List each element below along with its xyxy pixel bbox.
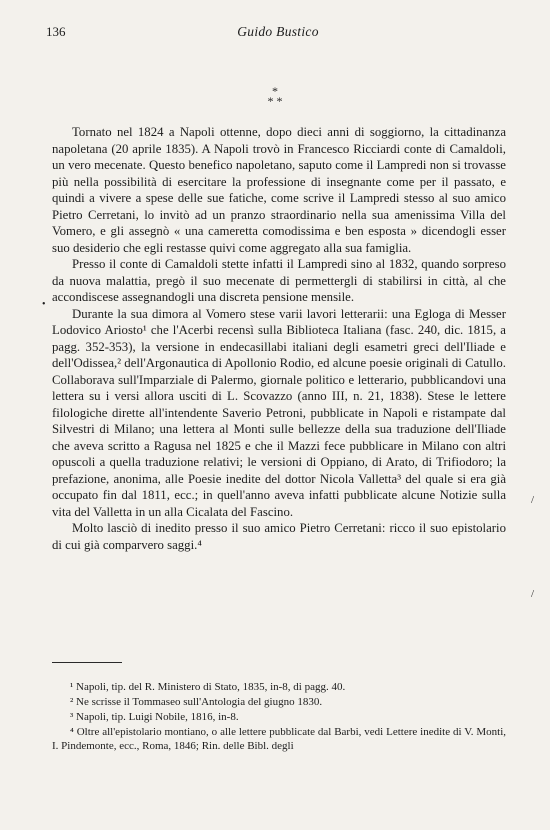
margin-mark: / bbox=[530, 588, 534, 600]
footnote: ⁴ Oltre all'epistolario montiano, o alle lettere pubblicate dal Barbi, vedi Lettere inedite di V. Monti, I. Pindemonte, ecc., Roma, 1846; Rin. delle Bibl. degli bbox=[52, 726, 506, 752]
paragraph: Molto lasciò di inedito presso il suo amico Pietro Cerretani: ricco il suo epistolario di cui già comparvero saggi.⁴ bbox=[52, 521, 506, 552]
footnotes bbox=[52, 680, 506, 754]
paragraph: Tornato nel 1824 a Napoli ottenne, dopo dieci anni di soggiorno, la cittadinanza napoletana (20 aprile 1835). A Napoli trovò in Francesco Ricciardi conte di Camaldoli, un vero mecenate. Questo benefico napoletano, saputo come il Lampredi non si trovasse più nella possibilità di esercitare la professione di insegnante come per il passato, e quindi a vivere a spese delle sue fatiche, come scrive il Lampredi stesso al suo amico Pietro Cerretani, lo invitò ad un pranzo straordinario nella sua amenissima Villa del Vomero, e gli assegnò « una cameretta comodissima e ben esposta » dicendogli esser suo desiderio che egli restasse quivi come aggregato alla sua famiglia. bbox=[52, 125, 506, 255]
asterism-line: * * bbox=[267, 94, 283, 108]
paragraph: Presso il conte di Camaldoli stette infatti il Lampredi sino al 1832, quando sorpreso da nuova malattia, pregò il suo mecenate di permettergli di stabilirsi in città, al che accondiscese assegnandogli una discreta pensione mensile. bbox=[52, 257, 506, 304]
footnote: ² Ne scrisse il Tommaseo sull'Antologia del giugno 1830. bbox=[70, 696, 323, 708]
footnote: ³ Napoli, tip. Luigi Nobile, 1816, in-8. bbox=[70, 711, 239, 723]
body-text bbox=[52, 124, 506, 553]
margin-bullet: • bbox=[42, 299, 46, 310]
page-number: 136 bbox=[46, 24, 66, 39]
running-title: Guido Bustico bbox=[237, 24, 319, 39]
paragraph: Durante la sua dimora al Vomero stese varii lavori letterarii: una Egloga di Messer Lodovico Ariosto¹ che l'Acerbi recensì sulla Biblioteca Italiana (fasc. 240, dic. 1815, a pagg. 352-353), la versione in endecasillabi italiani degli esametri greci dell'Iliade e dell'Odissea,² dell'Argonautica di Apollonio Rodio, ed alcune poesie originali di Catullo. Collaborava sull'Imparziale di Palermo, giornale politico e letterario, pubblicandovi una lettera su i versi allora usciti di L. Scovazzo (anno III, n. 21, 1838). Stese le lettere filologiche dirette all'intendente Saverio Petroni, pubblicate in Napoli e ristampate dal Silvestri di Milano; una lettera al Monti sulle bellezze della sua traduzione dell'Iliade che aveva scritto a Ragusa nel 1825 e che il Mazzi fece pubblicare in Milano con altri opuscoli a quella traduzione relativi; le versioni di Oppiano, di Arato, di Trifiodoro; la prefazione, anonima, alle Poesie inedite del dottor Nicola Valletta³ del quale si era già occupato fin dal 1811, ecc.; in quell'anno aveva infatti pubblicate alcune Notizie sulla vita del Valletta in un alla Cicalata del Fascino. bbox=[52, 306, 506, 519]
asterism-line: * bbox=[272, 84, 278, 98]
footnote: ¹ Napoli, tip. del R. Ministero di Stato, 1835, in-8, di pagg. 40. bbox=[70, 681, 346, 693]
page-header bbox=[46, 24, 510, 44]
section-asterism bbox=[0, 86, 550, 106]
footnote-rule bbox=[52, 662, 122, 663]
margin-mark: / bbox=[530, 494, 534, 506]
